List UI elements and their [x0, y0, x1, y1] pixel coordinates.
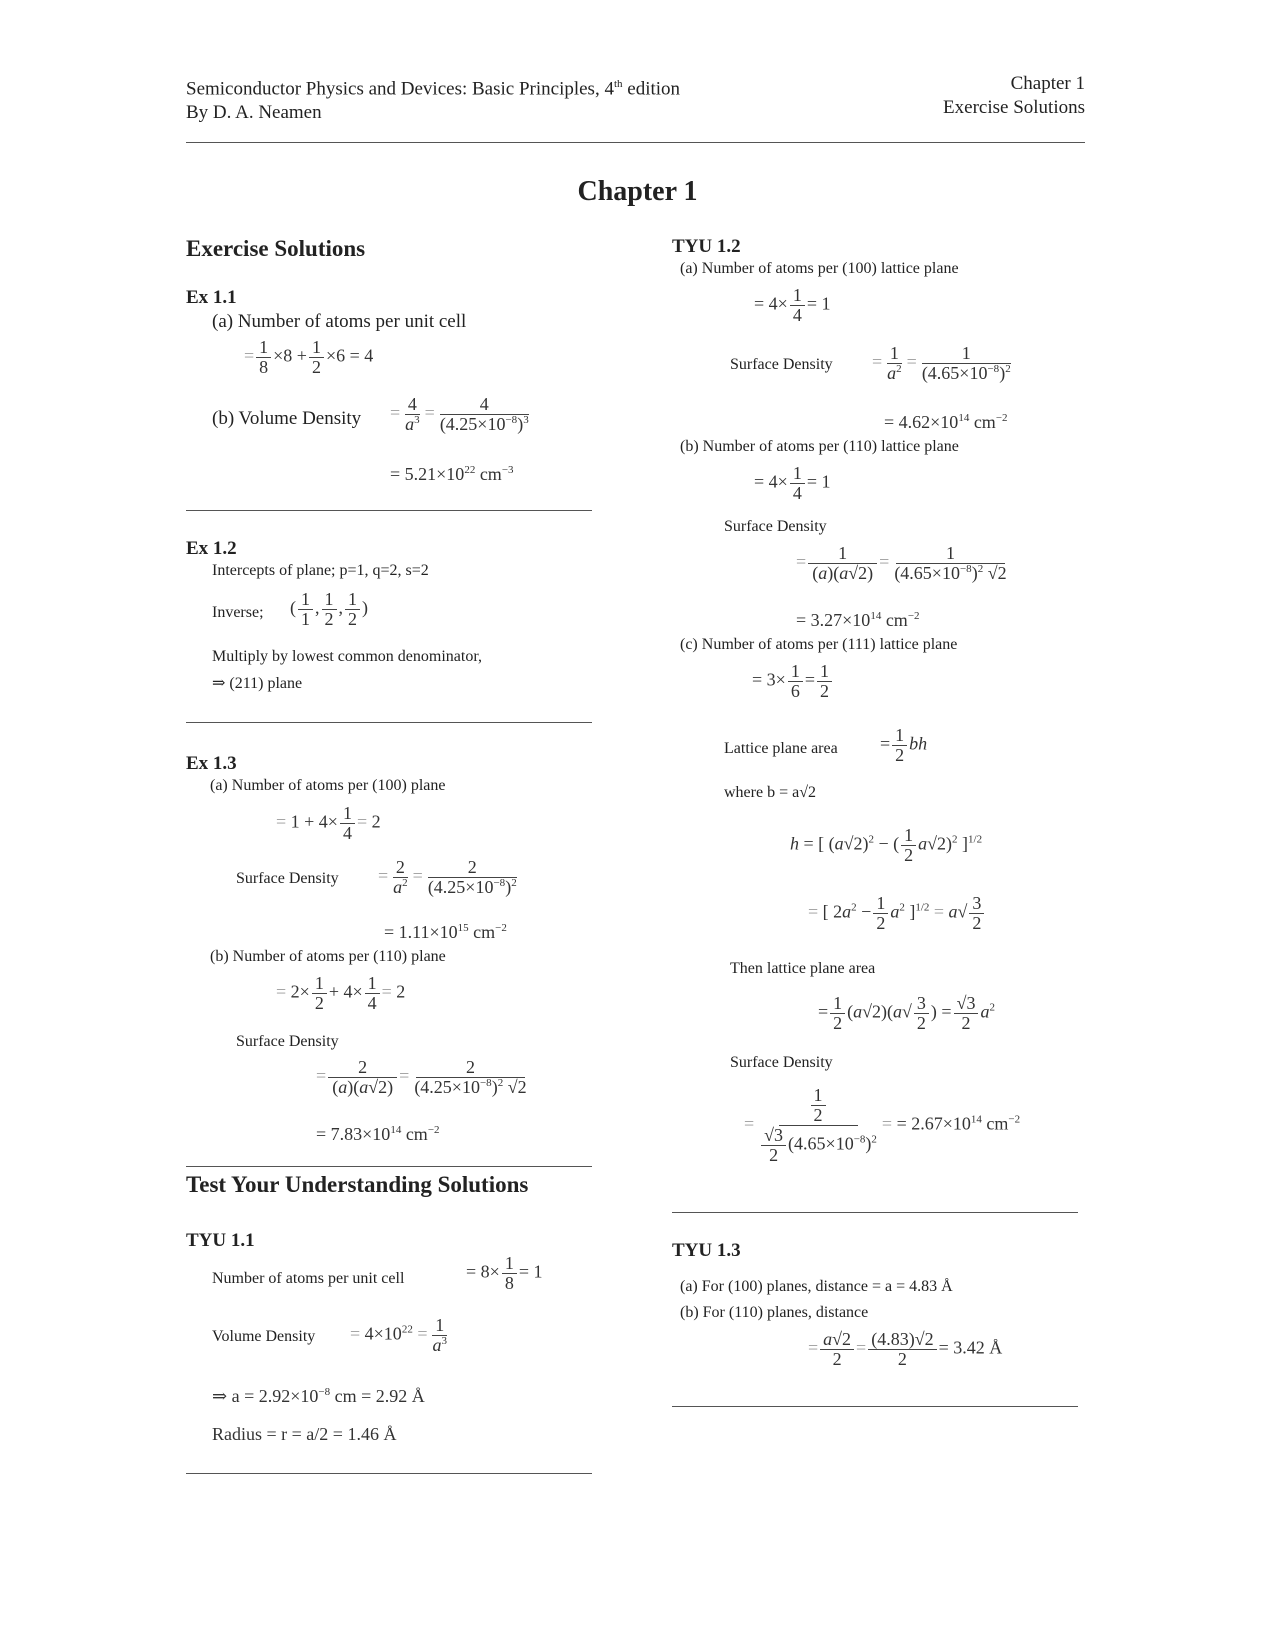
ex11-part-a: (a) Number of atoms per unit cell: [212, 311, 467, 332]
tyu12-equation-sd-c: = $\frac{1}{2}$ $\frac{√3}{2}$ $(4.65\times 10^{-8})^2$ = = $2.67\times 10^{14}$ $cm^{-2}$: [744, 1085, 1021, 1165]
tyu12-sd-c-label: Surface Density: [730, 1054, 833, 1071]
tyu12-part-c: (c) Number of atoms per (111) lattice plane: [680, 636, 958, 653]
tyu13-part-b: (b) For (110) planes, distance: [680, 1304, 869, 1321]
chapter-label: Chapter 1: [1010, 73, 1085, 94]
ex13-part-a: (a) Number of atoms per (100) plane: [210, 777, 446, 794]
tyu12-divider: [672, 1212, 1078, 1213]
tyu11-divider: [186, 1473, 592, 1474]
ex12-line4: ⇒ (211) plane: [212, 675, 303, 692]
ex13-equation-sd2: = $\frac{2}{(a)(a√2)}$ = $\frac{2}{(4.25\times 10^{-8})^2 √2}$: [316, 1057, 527, 1097]
tyu12-h-simplified: = [ $2a^2$ − $\frac{1}{2}$ $a^2$ ]$^{1/2}$ = a√ $\frac{3}{2}$: [808, 894, 986, 933]
ex11-label: Ex 1.1: [186, 287, 237, 308]
tyu11-equation-1: = 8× $\frac{1}{8}$ = 1: [466, 1253, 543, 1293]
tyu12-where: where b = a√2: [724, 784, 816, 801]
ex13-equation-b: = 2× $\frac{1}{2}$ + 4× $\frac{1}{4}$ = 2: [276, 973, 406, 1013]
tyu12-lpa-label: Lattice plane area: [724, 740, 838, 757]
tyu12-lpa-equation: = $\frac{1}{2}$ bh: [880, 725, 928, 765]
tyu11-equation-2: = $4\times 10^{22}$ = $\frac{1}{a^3}$: [350, 1315, 447, 1355]
ex12-line3: Multiply by lowest common denominator,: [212, 648, 482, 665]
tyu11-line3: ⇒ $a = 2.92\times 10^{-8}$ cm = 2.92 Å: [212, 1386, 425, 1406]
tyu12-result-b: = $3.27\times 10^{14}$ $cm^{-2}$: [796, 610, 920, 630]
tyu12-equation-sd-a: = $\frac{1}{a^2}$ = $\frac{1}{(4.65\times 10^{-8})^2}$: [872, 343, 1011, 383]
tyu11-label: TYU 1.1: [186, 1230, 255, 1251]
tyu12-equation-sd-b: = $\frac{1}{(a)(a√2)}$ = $\frac{1}{(4.65\times 10^{-8})^2 √2}$: [796, 543, 1007, 583]
tyu12-equation-c: = 3× $\frac{1}{6}$ = $\frac{1}{2}$: [752, 662, 834, 701]
tyu13-divider: [672, 1406, 1078, 1407]
ex11-equation-a: = $\frac{1}{8}$ ×8 + $\frac{1}{2}$ ×6 = 4: [244, 337, 374, 377]
ex11-part-b-label: (b) Volume Density: [212, 408, 362, 429]
tyu12-equation-a: = 4× $\frac{1}{4}$ = 1: [754, 285, 831, 325]
tyu12-part-b: (b) Number of atoms per (110) lattice plane: [680, 438, 959, 455]
ex13-result-2: = $7.83\times 10^{14}$ $cm^{-2}$: [316, 1124, 440, 1144]
tyu13-label: TYU 1.3: [672, 1240, 741, 1261]
ex13-sd2-label: Surface Density: [236, 1033, 339, 1050]
tyu12-sd-b-label: Surface Density: [724, 518, 827, 535]
ex11-equation-b: = $\frac{4}{a^3}$ = $\frac{4}{(4.25\times 10^{-8})^3}$: [390, 394, 529, 434]
ex13-equation-a: = 1 + 4× $\frac{1}{4}$ = 2: [276, 803, 381, 843]
ex12-label: Ex 1.2: [186, 538, 237, 559]
tyu12-sd-a-label: Surface Density: [730, 356, 833, 373]
tyu13-equation-b: = $\frac{a√2}{2}$ = $\frac{(4.83)√2}{2}$ = 3.42 Å: [808, 1329, 1003, 1369]
ex13-equation-sd1: = $\frac{2}{a^2}$ = $\frac{2}{(4.25\times 10^{-8})^2}$: [378, 857, 517, 897]
ex13-divider: [186, 1166, 592, 1167]
ex13-label: Ex 1.3: [186, 753, 237, 774]
ex13-result-1: = $1.11\times 10^{15}$ $cm^{-2}$: [384, 922, 507, 942]
page-header-left: [186, 72, 680, 125]
tyu12-result-a: = $4.62\times 10^{14}$ $cm^{-2}$: [884, 412, 1008, 432]
exercise-solutions-heading: Exercise Solutions: [186, 236, 366, 261]
page-title: Chapter 1: [577, 176, 698, 207]
ex11-divider: [186, 510, 592, 511]
tyu11-line4: Radius = r = a/2 = 1.46 Å: [212, 1424, 397, 1444]
ex12-inverse: ( $\frac{1}{1}$ , $\frac{1}{2}$ , $\frac{1}{2}$ ): [290, 589, 368, 629]
ex12-divider: [186, 722, 592, 723]
tyu-heading: Test Your Understanding Solutions: [186, 1172, 529, 1197]
ex13-sd1-label: Surface Density: [236, 870, 339, 887]
tyu12-part-a: (a) Number of atoms per (100) lattice plane: [680, 260, 959, 277]
ex12-line2: Inverse;: [212, 604, 264, 621]
tyu12-label: TYU 1.2: [672, 236, 741, 257]
section-label: Exercise Solutions: [943, 97, 1085, 118]
tyu12-equation-b: = 4× $\frac{1}{4}$ = 1: [754, 463, 831, 503]
ex13-part-b: (b) Number of atoms per (110) plane: [210, 948, 446, 965]
ex12-line1: Intercepts of plane; p=1, q=2, s=2: [212, 562, 429, 579]
tyu12-then: Then lattice plane area: [730, 960, 876, 977]
book-author: By D. A. Neamen: [186, 102, 322, 124]
tyu11-line2: Volume Density: [212, 1328, 316, 1345]
book-title: Semiconductor Physics and Devices: Basic Principles, 4th edition: [186, 78, 681, 100]
page-header-right: [943, 72, 1085, 120]
tyu12-then-equation: = $\frac{1}{2}$ (a√2)(a√ $\frac{3}{2}$ ) = $\frac{√3}{2}$ $a^2$: [818, 993, 995, 1033]
tyu12-h-equation: h = [ $(a√2)^2$ − ( $\frac{1}{2}$ a√2)$^2$ ]$^{1/2}$: [790, 825, 983, 865]
header-divider: [186, 142, 1085, 143]
ex11-result-b: = $5.21\times 10^{22}$ $cm^{-3}$: [390, 464, 514, 484]
tyu13-part-a: (a) For (100) planes, distance = a = 4.83 Å: [680, 1278, 953, 1295]
tyu11-line1: Number of atoms per unit cell: [212, 1270, 405, 1287]
